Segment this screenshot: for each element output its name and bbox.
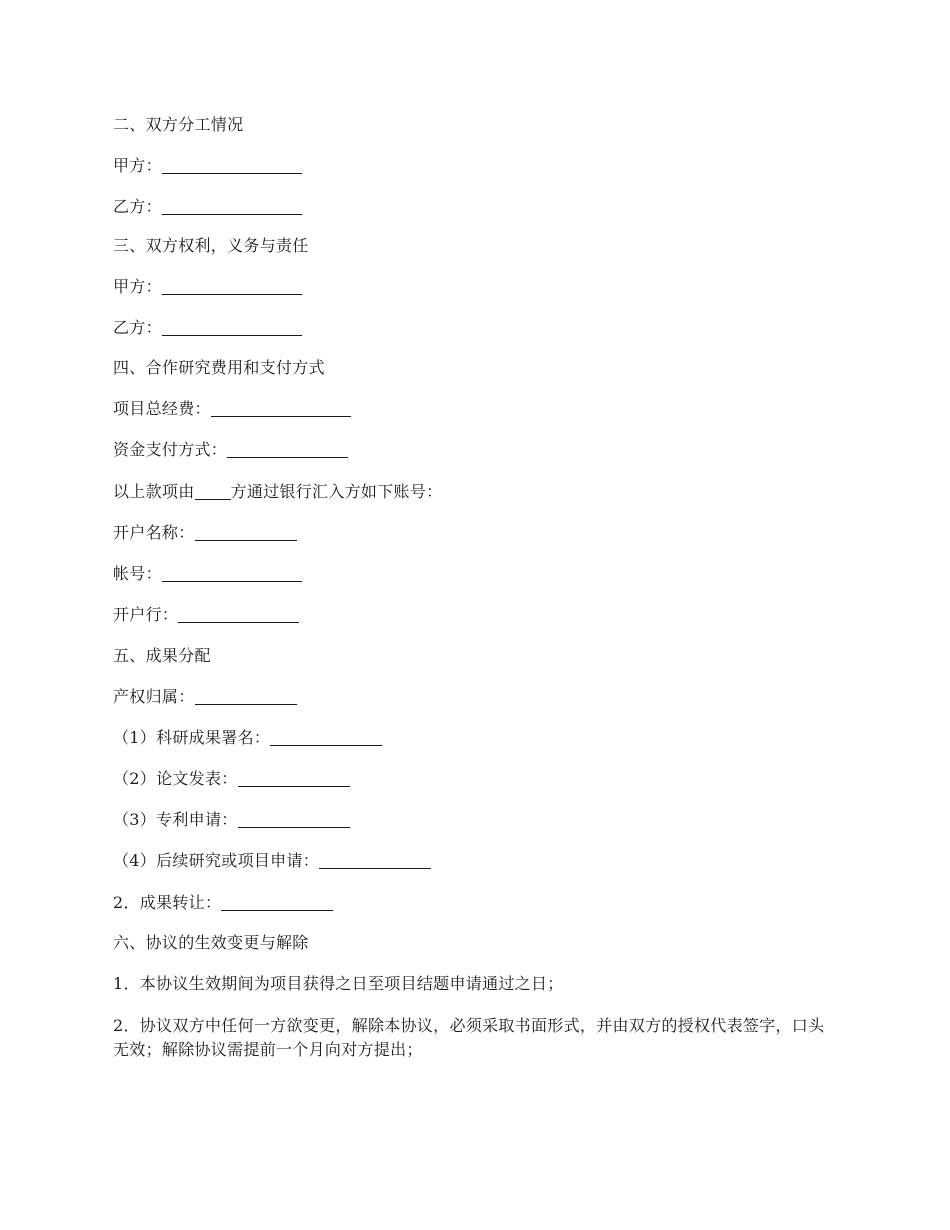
fill-blank [195, 524, 297, 541]
fill-blank [162, 198, 302, 215]
s3-party-a-field: 甲方： [113, 275, 302, 299]
fill-blank [227, 441, 348, 458]
fill-blank [195, 483, 231, 500]
fill-blank [238, 770, 350, 787]
item-3-field: （3）专利申请： [113, 808, 350, 832]
transfer-line: 以上款项由 方通过银行汇入方如下账号： [113, 482, 443, 501]
fill-blank [178, 606, 299, 623]
transfer-result-field: 2．成果转让： [113, 891, 333, 915]
s2-party-b-field: 乙方： [113, 195, 302, 219]
fill-blank [162, 565, 302, 582]
section-2-heading: 二、双方分工情况 [113, 115, 244, 134]
fill-blank [221, 894, 333, 911]
total-fund-field: 项目总经费： [113, 397, 351, 421]
item-1-field: （1）科研成果署名： [113, 726, 382, 750]
section-4-heading: 四、合作研究费用和支付方式 [113, 358, 325, 377]
item-4-field: （4）后续研究或项目申请： [113, 849, 431, 873]
clause-2: 2．协议双方中任何一方欲变更，解除本协议，必须采取书面形式，并由双方的授权代表签字，口头无效；解除协议需提前一个月向对方提出； [113, 1016, 825, 1059]
fill-blank [195, 688, 297, 705]
s3-party-b-field: 乙方： [113, 316, 302, 340]
bank-field: 开户行： [113, 603, 299, 627]
account-name-field: 开户名称： [113, 521, 297, 545]
fill-blank [238, 811, 350, 828]
ownership-field: 产权归属： [113, 685, 297, 709]
fill-blank [270, 729, 382, 746]
fill-blank [162, 157, 302, 174]
payment-method-field: 资金支付方式： [113, 438, 348, 462]
clause-1: 1．本协议生效期间为项目获得之日至项目结题申请通过之日； [113, 974, 564, 993]
fill-blank [211, 400, 351, 417]
item-2-field: （2）论文发表： [113, 767, 350, 791]
section-6-heading: 六、协议的生效变更与解除 [113, 933, 309, 952]
section-5-heading: 五、成果分配 [113, 646, 211, 665]
fill-blank [319, 852, 431, 869]
section-3-heading: 三、双方权利，义务与责任 [113, 236, 309, 255]
fill-blank [162, 278, 302, 295]
s2-party-a-field: 甲方： [113, 154, 302, 178]
account-number-field: 帐号： [113, 562, 302, 586]
fill-blank [162, 319, 302, 336]
